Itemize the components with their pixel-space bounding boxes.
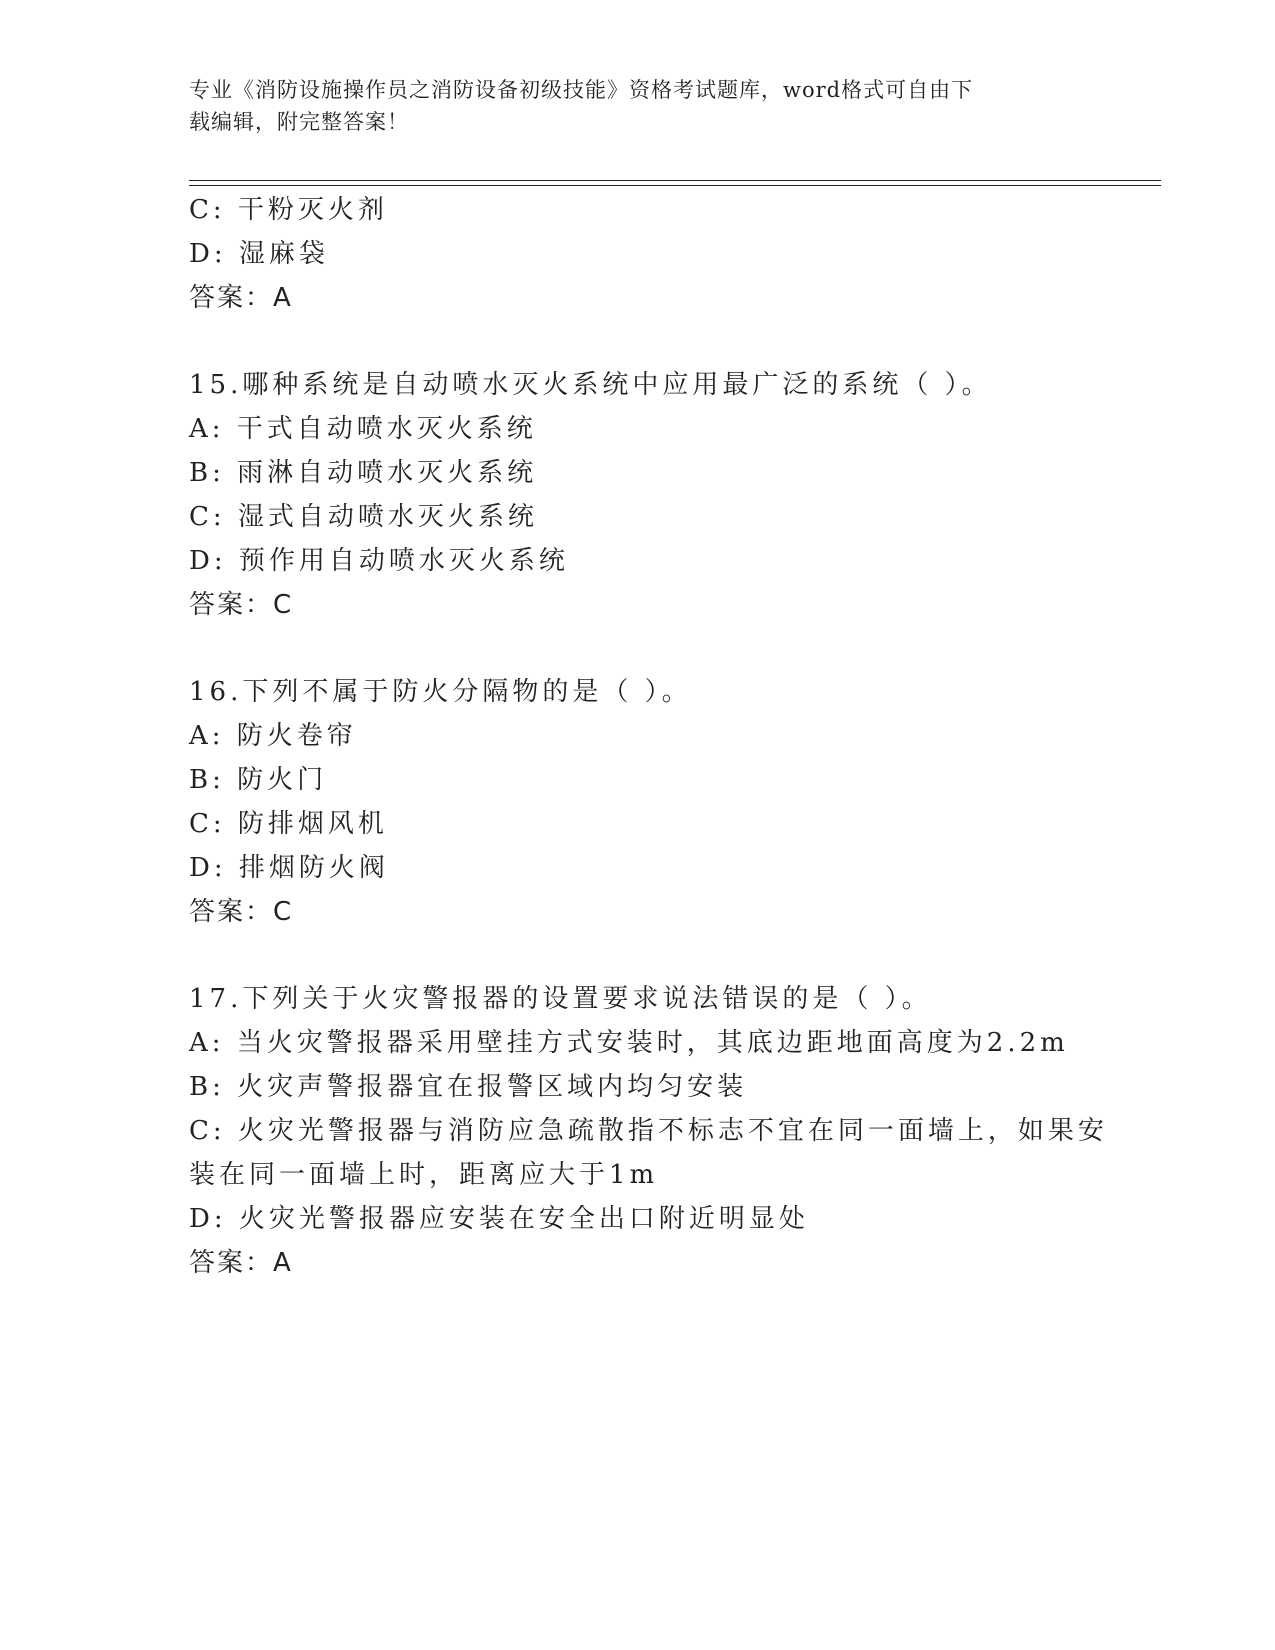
- header-rule-top: [189, 180, 1161, 181]
- prev-answer: 答案：A: [189, 283, 293, 313]
- prev-option-c: C: 干粉灭火剂: [189, 195, 388, 225]
- prev-option-d: D: 湿麻袋: [189, 239, 329, 269]
- q17-option-c-line-1: C: 火灾光警报器与消防应急疏散指不标志不宜在同一面墙上，如果安: [189, 1116, 1108, 1146]
- q16-option-d: D: 排烟防火阀: [189, 853, 389, 883]
- q16-option-c: C: 防排烟风机: [189, 809, 388, 839]
- q17-answer: 答案：A: [189, 1248, 293, 1278]
- header-rule-bottom: [189, 185, 1161, 186]
- header-line-2: 载编辑，附完整答案！: [189, 110, 409, 134]
- header-line-1: 专业《消防设施操作员之消防设备初级技能》资格考试题库，word格式可自由下: [189, 78, 974, 102]
- q15-stem: 15.哪种系统是自动喷水灭火系统中应用最广泛的系统（ ）。: [189, 370, 992, 400]
- q15-option-a: A: 干式自动喷水灭火系统: [189, 414, 537, 444]
- q16-option-b: B: 防火门: [189, 765, 328, 795]
- q15-answer: 答案：C: [189, 590, 294, 620]
- q15-option-b: B: 雨淋自动喷水灭火系统: [189, 458, 538, 488]
- q16-answer: 答案：C: [189, 897, 294, 927]
- q15-option-d: D: 预作用自动喷水灭火系统: [189, 546, 569, 576]
- q16-option-a: A: 防火卷帘: [189, 721, 357, 751]
- q17-option-a: A: 当火灾警报器采用壁挂方式安装时，其底边距地面高度为2.2m: [189, 1028, 1069, 1058]
- q17-option-c-line-2: 装在同一面墙上时，距离应大于1m: [189, 1160, 659, 1190]
- q15-option-c: C: 湿式自动喷水灭火系统: [189, 502, 538, 532]
- q17-stem: 17.下列关于火灾警报器的设置要求说法错误的是（ ）。: [189, 984, 932, 1014]
- q17-option-b: B: 火灾声警报器宜在报警区域内均匀安装: [189, 1072, 748, 1102]
- q17-option-d: D: 火灾光警报器应安装在安全出口附近明显处: [189, 1204, 809, 1234]
- page-header: [189, 74, 1089, 138]
- q16-stem: 16.下列不属于防火分隔物的是（ ）。: [189, 677, 692, 707]
